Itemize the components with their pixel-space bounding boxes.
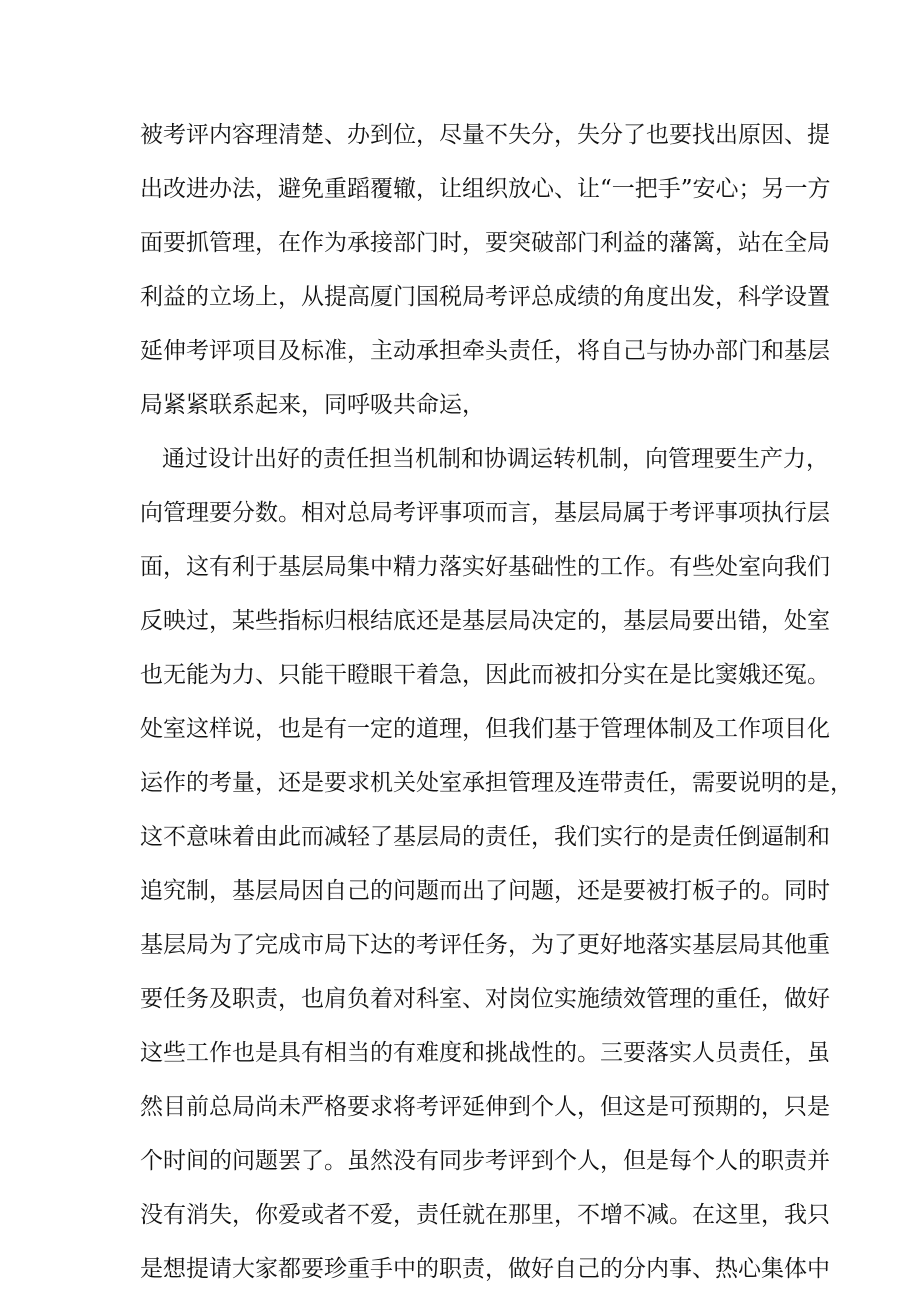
text-line: 是想提请大家都要珍重手中的职责，做好自己的分内事、热心集体中 — [140, 1256, 830, 1282]
text-line: 然目前总局尚未严格要求将考评延伸到个人，但这是可预期的，只是 — [140, 1094, 830, 1120]
text-line: 反映过，某些指标归根结底还是基层局决定的，基层局要出错，处室 — [140, 608, 830, 634]
text-line: 基层局为了完成市局下达的考评任务，为了更好地落实基层局其他重 — [140, 932, 830, 958]
text-line: 面，这有利于基层局集中精力落实好基础性的工作。有些处室向我们 — [140, 554, 830, 580]
text-line: 要任务及职责，也肩负着对科室、对岗位实施绩效管理的重任，做好 — [140, 986, 830, 1012]
text-line: 被考评内容理清楚、办到位，尽量不失分，失分了也要找出原因、提 — [140, 122, 830, 148]
text-line: 也无能为力、只能干瞪眼干着急，因此而被扣分实在是比窦娥还冤。 — [140, 662, 830, 688]
text-line: 利益的立场上，从提高厦门国税局考评总成绩的角度出发，科学设置 — [140, 284, 830, 310]
text-line: 没有消失，你爱或者不爱，责任就在那里，不增不减。在这里，我只 — [140, 1202, 830, 1228]
text-line: 局紧紧联系起来，同呼吸共命运， — [140, 392, 485, 418]
paragraph-start-line: 通过设计出好的责任担当机制和协调运转机制，向管理要生产力， — [162, 446, 829, 472]
text-line: 这些工作也是具有相当的有难度和挑战性的。三要落实人员责任，虽 — [140, 1040, 830, 1066]
text-line: 个时间的问题罢了。虽然没有同步考评到个人，但是每个人的职责并 — [140, 1148, 830, 1174]
text-line: 这不意味着由此而减轻了基层局的责任，我们实行的是责任倒逼制和 — [140, 824, 830, 850]
text-line: 延伸考评项目及标准，主动承担牵头责任，将自己与协办部门和基层 — [140, 338, 830, 364]
text-line: 追究制，基层局因自己的问题而出了问题，还是要被打板子的。同时 — [140, 878, 830, 904]
text-line: 出改进办法，避免重蹈覆辙，让组织放心、让“一把手”安心；另一方 — [140, 176, 831, 202]
text-line: 处室这样说，也是有一定的道理，但我们基于管理体制及工作项目化 — [140, 716, 830, 742]
text-line: 面要抓管理，在作为承接部门时，要突破部门利益的藩篱，站在全局 — [140, 230, 830, 256]
text-line: 运作的考量，还是要求机关处室承担管理及连带责任，需要说明的是， — [140, 770, 853, 796]
text-line: 向管理要分数。相对总局考评事项而言，基层局属于考评事项执行层 — [140, 500, 830, 526]
